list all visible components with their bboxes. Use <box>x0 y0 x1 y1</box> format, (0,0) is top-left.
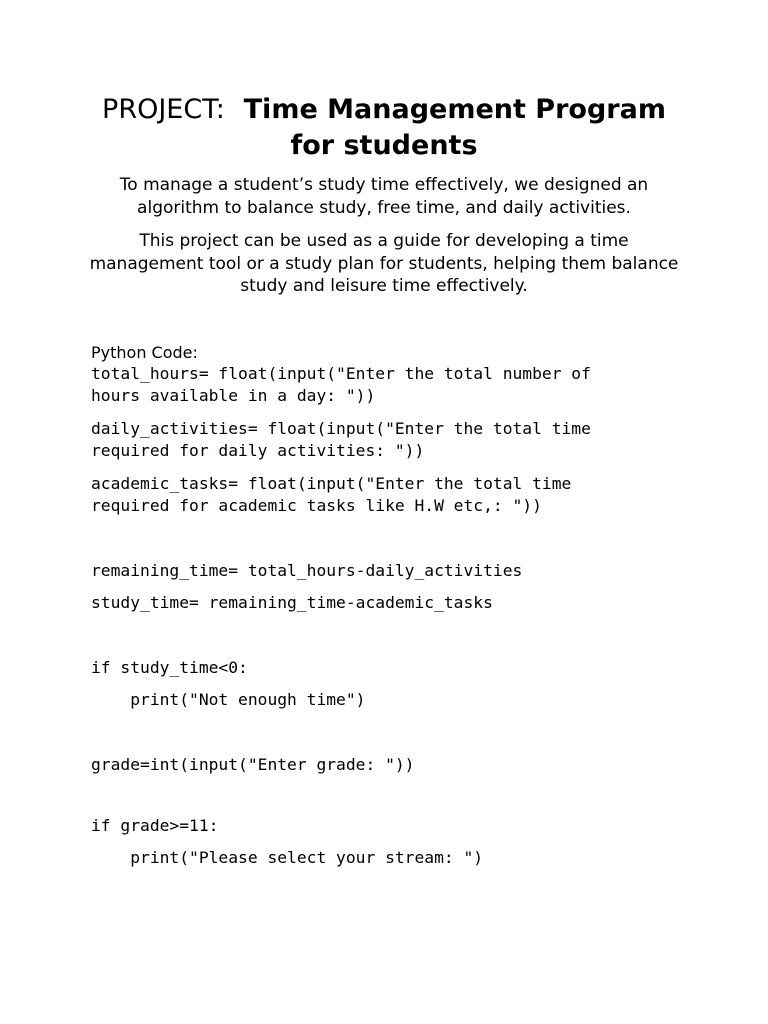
code-line: required for daily activities: ")) <box>91 441 425 460</box>
code-line: print("Please select your stream: ") <box>91 848 484 867</box>
purpose-paragraph: This project can be used as a guide for developing a time management tool or a study plan for students, helping them balance study and leisure time effectively. <box>89 231 679 296</box>
code-line: daily_activities= float(input("Enter the total time <box>91 419 591 438</box>
code-line: remaining_time= total_hours-daily_activities <box>91 561 523 580</box>
code-line: grade=int(input("Enter grade: ")) <box>91 755 415 774</box>
code-line: study_time= remaining_time-academic_tasks <box>91 593 493 612</box>
title-prefix: PROJECT: <box>102 94 225 125</box>
code-line: if study_time<0: <box>91 658 248 677</box>
title-main: Time Management Program <box>243 94 666 125</box>
code-line: total_hours= float(input("Enter the total number of <box>91 364 591 383</box>
code-line: required for academic tasks like H.W etc,: ")) <box>91 496 542 515</box>
code-line: print("Not enough time") <box>91 690 366 709</box>
code-line: hours available in a day: ")) <box>91 386 376 405</box>
code-line: if grade>=11: <box>91 816 219 835</box>
intro-paragraph: To manage a student’s study time effectively, we designed an algorithm to balance study, free time, and daily activities. <box>119 175 649 218</box>
document-title <box>40 92 728 164</box>
title-main-line2: for students <box>290 130 478 161</box>
code-line: academic_tasks= float(input("Enter the total time <box>91 474 572 493</box>
code-heading: Python Code: <box>91 343 198 362</box>
